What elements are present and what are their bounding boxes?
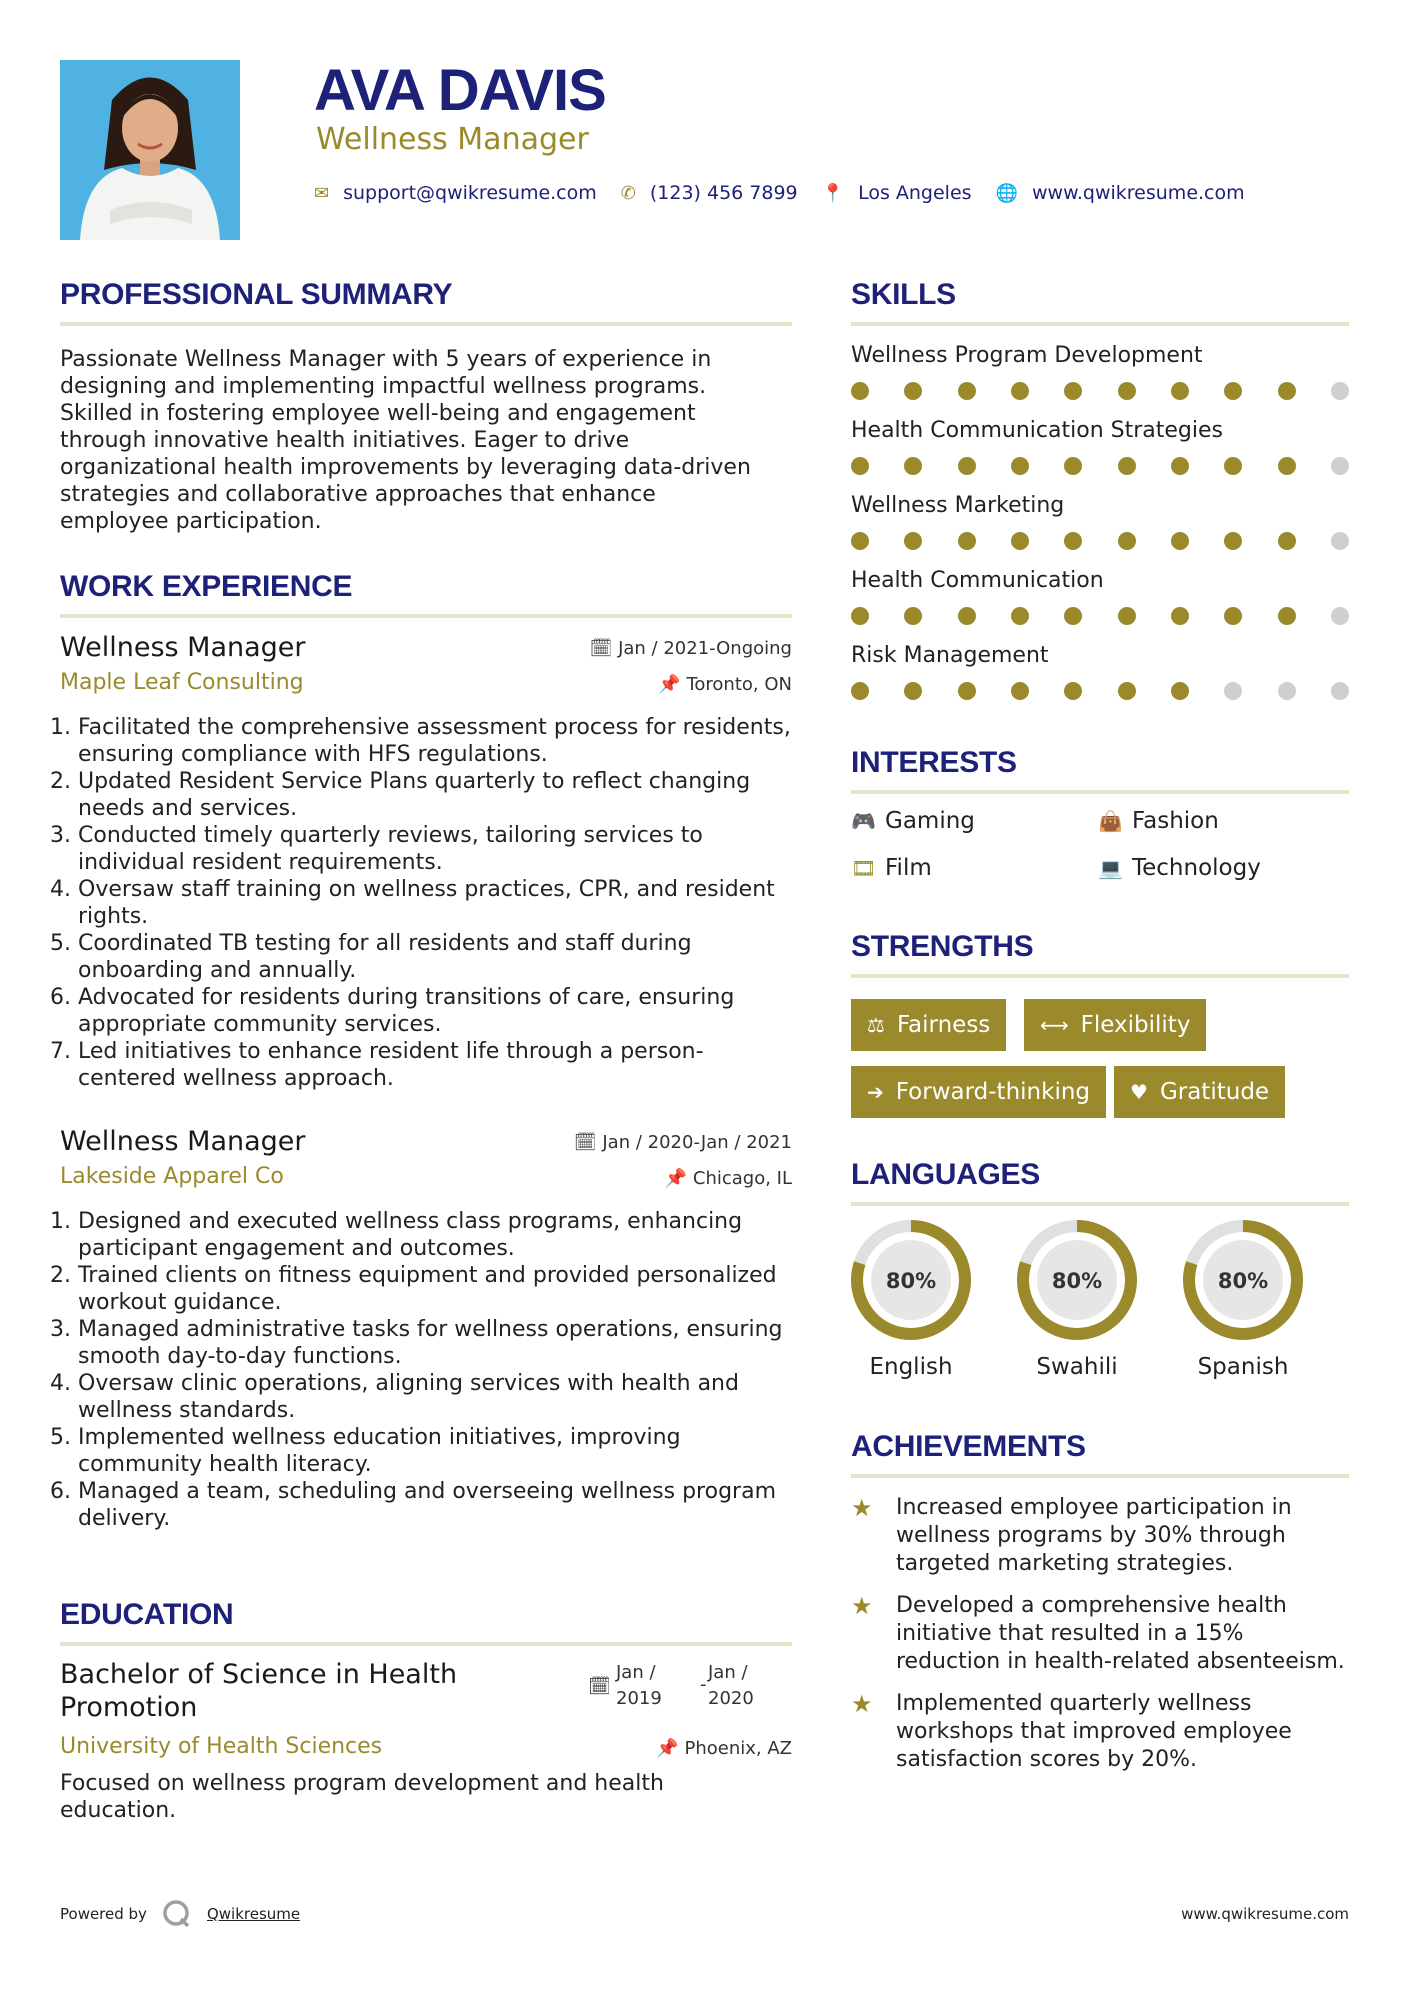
summary-line: through innovative health initiatives. Eager to drive: [60, 428, 630, 453]
candidate-title: Wellness Manager: [316, 122, 589, 157]
job-bullet: 6. Advocated for residents during transitions of care, ensuring appropriate community services.: [78, 984, 792, 1038]
summary-line: strategies and collaborative approaches that enhance: [60, 482, 656, 507]
section-divider: [851, 790, 1349, 794]
strength-label: Flexibility: [1080, 1012, 1191, 1038]
rating-dot-filled: [958, 532, 976, 550]
website-link[interactable]: www.qwikresume.com: [1031, 182, 1245, 204]
job-location-text: Chicago, IL: [692, 1168, 792, 1189]
summary-line: Passionate Wellness Manager with 5 years of experience in: [60, 347, 712, 372]
skills-section: [851, 276, 1349, 326]
footer-website[interactable]: www.qwikresume.com: [1181, 1905, 1349, 1923]
calendar-icon: 🗓: [589, 638, 613, 659]
strength-label: Fairness: [896, 1012, 991, 1038]
edu-date-part: Jan /: [616, 1662, 656, 1683]
interests-heading: INTERESTS: [851, 746, 1017, 779]
profile-photo: [60, 60, 240, 240]
powered-by-text: Powered by: [60, 1905, 147, 1923]
job-title: Wellness Manager: [60, 632, 306, 663]
footer-powered-by: [60, 1898, 300, 1930]
rating-dot-filled: [904, 532, 922, 550]
job-bullet: 3. Conducted timely quarterly reviews, tailoring services to individual resident requirements.: [78, 822, 792, 876]
rating-dot-filled: [1011, 457, 1029, 475]
education-heading: EDUCATION: [60, 1598, 234, 1631]
section-divider: [851, 322, 1349, 326]
job-bullet: 6. Managed a team, scheduling and overseeing wellness program delivery.: [78, 1478, 792, 1532]
heart-icon: ♥: [1130, 1080, 1148, 1104]
strength-tag: [851, 999, 1006, 1051]
rating-dot-filled: [1064, 682, 1082, 700]
interest-item: [851, 855, 932, 881]
rating-dot-filled: [1011, 382, 1029, 400]
degree-line: Bachelor of Science in Health: [60, 1659, 458, 1690]
achievement-item: [851, 1592, 1349, 1676]
skill-name: Wellness Program Development: [851, 343, 1203, 368]
rating-dot-filled: [1011, 532, 1029, 550]
section-divider: [851, 1474, 1349, 1478]
interest-label: Technology: [1132, 855, 1261, 881]
school-location-text: Phoenix, AZ: [684, 1738, 792, 1759]
job-company: Maple Leaf Consulting: [60, 670, 304, 695]
degree-title: [60, 1658, 457, 1724]
rating-dot-filled: [851, 607, 869, 625]
section-divider: [851, 1202, 1349, 1206]
section-divider: [60, 614, 792, 618]
star-icon: ★: [851, 1592, 873, 1620]
strengths-section: [851, 928, 1349, 978]
skills-heading: SKILLS: [851, 278, 956, 311]
strength-tag: [1024, 999, 1206, 1051]
work-heading: WORK EXPERIENCE: [60, 570, 353, 603]
section-divider: [60, 322, 792, 326]
summary-line: designing and implementing impactful wellness programs.: [60, 374, 707, 399]
rating-dot-filled: [1118, 532, 1136, 550]
star-icon: ★: [851, 1494, 873, 1522]
rating-dot-filled: [851, 457, 869, 475]
rating-dot-filled: [904, 607, 922, 625]
rating-dot-filled: [1224, 457, 1242, 475]
edu-end-date: [708, 1660, 754, 1712]
rating-dot-filled: [1224, 607, 1242, 625]
job-bullet: 1. Facilitated the comprehensive assessment process for residents, ensuring compliance with HFS regulations.: [78, 714, 792, 768]
interest-label: Film: [885, 855, 932, 881]
rating-dot-filled: [1171, 682, 1189, 700]
language-name: Spanish: [1197, 1354, 1289, 1380]
language-name: English: [869, 1354, 953, 1380]
arrows-horizontal-icon: ⟷: [1040, 1013, 1069, 1037]
rating-dot-filled: [1118, 682, 1136, 700]
phone-icon: ✆: [620, 182, 636, 204]
email-link[interactable]: support@qwikresume.com: [343, 182, 597, 204]
globe-icon: 🌐: [995, 182, 1018, 204]
edu-date-part: 2020: [708, 1688, 754, 1709]
achievement-text: Implemented quarterly wellness workshops that improved employee satisfaction scores by 20%.: [896, 1691, 1292, 1772]
skill-item: [851, 417, 1349, 475]
school-name: University of Health Sciences: [60, 1734, 383, 1759]
summary-line: employee participation.: [60, 509, 322, 534]
pin-icon: 📌: [658, 674, 681, 695]
job-entry: [60, 632, 792, 1102]
rating-dot-empty: [1331, 382, 1349, 400]
achievement-text: Developed a comprehensive health initiative that resulted in a 15% reduction in health-related absenteeism.: [896, 1593, 1345, 1674]
calendar-icon: 🗓: [573, 1132, 597, 1153]
school-location: [656, 1738, 792, 1759]
pin-icon: 📌: [656, 1738, 679, 1759]
job-bullet: 5. Implemented wellness education initiatives, improving community health literacy.: [78, 1424, 792, 1478]
rating-dot-filled: [1171, 607, 1189, 625]
rating-dot-filled: [1064, 532, 1082, 550]
language-ring: [849, 1218, 973, 1342]
job-date-text: Jan / 2020-Jan / 2021: [602, 1132, 792, 1153]
language-item: [846, 1218, 976, 1380]
rating-dot-filled: [904, 682, 922, 700]
job-date-text: Jan / 2021-Ongoing: [618, 638, 792, 659]
rating-dot-filled: [1278, 532, 1296, 550]
rating-dot-empty: [1278, 682, 1296, 700]
language-item: [1178, 1218, 1308, 1380]
summary-heading: PROFESSIONAL SUMMARY: [60, 278, 453, 311]
rating-dot-filled: [904, 457, 922, 475]
job-title: Wellness Manager: [60, 1126, 306, 1157]
rating-dot-filled: [851, 532, 869, 550]
summary-line: Skilled in fostering employee well-being and engagement: [60, 401, 696, 426]
job-bullets: [60, 1208, 792, 1532]
rating-dot-filled: [851, 682, 869, 700]
achievements-section: [851, 1428, 1349, 1478]
edu-date-part: 2019: [616, 1688, 662, 1709]
strength-tag: [1114, 1066, 1285, 1118]
skill-rating: [851, 457, 1349, 475]
degree-line: Promotion: [60, 1692, 198, 1723]
language-ring: [1015, 1218, 1139, 1342]
summary-line: organizational health improvements by leveraging data-driven: [60, 455, 751, 480]
achievement-text: Increased employee participation in wellness programs by 30% through targeted marketing strategies.: [896, 1495, 1292, 1576]
skill-item: [851, 567, 1349, 625]
rating-dot-filled: [1118, 382, 1136, 400]
rating-dot-filled: [851, 382, 869, 400]
job-bullet: 1. Designed and executed wellness class programs, enhancing participant engagement and outcomes.: [78, 1208, 792, 1262]
rating-dot-filled: [1278, 457, 1296, 475]
skill-item: [851, 342, 1349, 400]
map-marker-icon: 📍: [821, 182, 845, 204]
skill-name: Health Communication Strategies: [851, 418, 1223, 443]
skill-item: [851, 642, 1349, 700]
language-percent: 80%: [1217, 1269, 1269, 1293]
skill-name: Wellness Marketing: [851, 493, 1065, 518]
interest-item: [851, 808, 975, 834]
rating-dot-empty: [1331, 682, 1349, 700]
job-entry: [60, 1126, 792, 1546]
shopping-bag-icon: 👜: [1098, 809, 1123, 833]
rating-dot-filled: [1171, 457, 1189, 475]
job-date: [589, 638, 792, 659]
calendar-icon: 🗓: [588, 1676, 611, 1697]
job-bullet: 4. Oversaw clinic operations, aligning services with health and wellness standards.: [78, 1370, 792, 1424]
job-bullet: 4. Oversaw staff training on wellness practices, CPR, and resident rights.: [78, 876, 792, 930]
skill-rating: [851, 532, 1349, 550]
job-date: [574, 1132, 792, 1153]
strength-label: Forward-thinking: [895, 1079, 1091, 1105]
rating-dot-filled: [1118, 607, 1136, 625]
rating-dot-filled: [1278, 382, 1296, 400]
film-icon: 🎞: [851, 856, 877, 880]
qwikresume-link[interactable]: Qwikresume: [206, 1905, 301, 1923]
rating-dot-filled: [958, 682, 976, 700]
education-entry: [60, 1658, 792, 1828]
education-section: [60, 1596, 792, 1646]
rating-dot-filled: [1011, 607, 1029, 625]
work-section: [60, 568, 792, 618]
job-location-text: Toronto, ON: [686, 674, 792, 695]
envelope-icon: ✉: [314, 182, 330, 204]
section-divider: [851, 974, 1349, 978]
rating-dot-empty: [1331, 607, 1349, 625]
contact-bar: [314, 178, 1269, 208]
rating-dot-filled: [958, 607, 976, 625]
achievement-item: [851, 1494, 1349, 1578]
language-name: Swahili: [1036, 1354, 1118, 1380]
section-divider: [60, 1642, 792, 1646]
balance-scale-icon: ⚖: [867, 1013, 885, 1037]
interest-item: [1098, 855, 1261, 881]
interest-label: Gaming: [885, 808, 975, 834]
skill-name: Risk Management: [851, 643, 1049, 668]
strength-tag: [851, 1066, 1106, 1118]
rating-dot-filled: [958, 382, 976, 400]
rating-dot-filled: [1118, 457, 1136, 475]
rating-dot-filled: [1011, 682, 1029, 700]
language-percent: 80%: [1051, 1269, 1103, 1293]
qwikresume-logo-icon: [161, 1898, 193, 1930]
laptop-icon: 💻: [1098, 856, 1123, 880]
interest-label: Fashion: [1132, 808, 1219, 834]
candidate-name: AVA DAVIS: [314, 58, 606, 123]
rating-dot-filled: [904, 382, 922, 400]
edu-date-part: Jan /: [708, 1662, 748, 1683]
language-ring: [1181, 1218, 1305, 1342]
achievements-heading: ACHIEVEMENTS: [851, 1430, 1086, 1463]
strength-label: Gratitude: [1159, 1079, 1270, 1105]
rating-dot-filled: [958, 457, 976, 475]
location-text: Los Angeles: [858, 182, 972, 204]
rating-dot-filled: [1171, 382, 1189, 400]
interests-section: [851, 744, 1349, 794]
language-item: [1012, 1218, 1142, 1380]
job-bullet: 3. Managed administrative tasks for wellness operations, ensuring smooth day-to-day functions.: [78, 1316, 792, 1370]
rating-dot-filled: [1064, 382, 1082, 400]
phone-text: (123) 456 7899: [649, 182, 798, 204]
education-desc: Focused on wellness program development and health education.: [60, 1771, 664, 1823]
rating-dot-filled: [1224, 532, 1242, 550]
skill-name: Health Communication: [851, 568, 1104, 593]
job-location: [665, 1168, 792, 1189]
achievement-item: [851, 1690, 1349, 1774]
skill-rating: [851, 607, 1349, 625]
job-bullet: 7. Led initiatives to enhance resident life through a person-centered wellness approach.: [78, 1038, 792, 1092]
rating-dot-filled: [1278, 607, 1296, 625]
summary-text: [60, 346, 792, 535]
languages-section: [851, 1156, 1349, 1206]
rating-dot-empty: [1331, 532, 1349, 550]
date-separator: -: [700, 1674, 707, 1695]
interest-item: [1098, 808, 1219, 834]
job-bullet: 2. Updated Resident Service Plans quarterly to reflect changing needs and services.: [78, 768, 792, 822]
rating-dot-empty: [1331, 457, 1349, 475]
arrow-right-icon: ➔: [867, 1080, 884, 1104]
pin-icon: 📌: [664, 1168, 688, 1189]
edu-start-date: [616, 1660, 662, 1712]
job-bullets: [60, 714, 792, 1092]
job-bullet: 2. Trained clients on fitness equipment and provided personalized workout guidance.: [78, 1262, 792, 1316]
rating-dot-filled: [1064, 457, 1082, 475]
job-bullet: 5. Coordinated TB testing for all residents and staff during onboarding and annually.: [78, 930, 792, 984]
language-percent: 80%: [885, 1269, 937, 1293]
star-icon: ★: [851, 1690, 873, 1718]
gamepad-icon: 🎮: [851, 809, 876, 833]
job-location: [658, 674, 792, 695]
skill-rating: [851, 682, 1349, 700]
rating-dot-empty: [1224, 682, 1242, 700]
rating-dot-filled: [1064, 607, 1082, 625]
languages-heading: LANGUAGES: [851, 1158, 1040, 1191]
rating-dot-filled: [1171, 532, 1189, 550]
rating-dot-filled: [1224, 382, 1242, 400]
skill-item: [851, 492, 1349, 550]
summary-section: [60, 276, 792, 535]
skill-rating: [851, 382, 1349, 400]
strengths-heading: STRENGTHS: [851, 930, 1034, 963]
job-company: Lakeside Apparel Co: [60, 1164, 284, 1189]
